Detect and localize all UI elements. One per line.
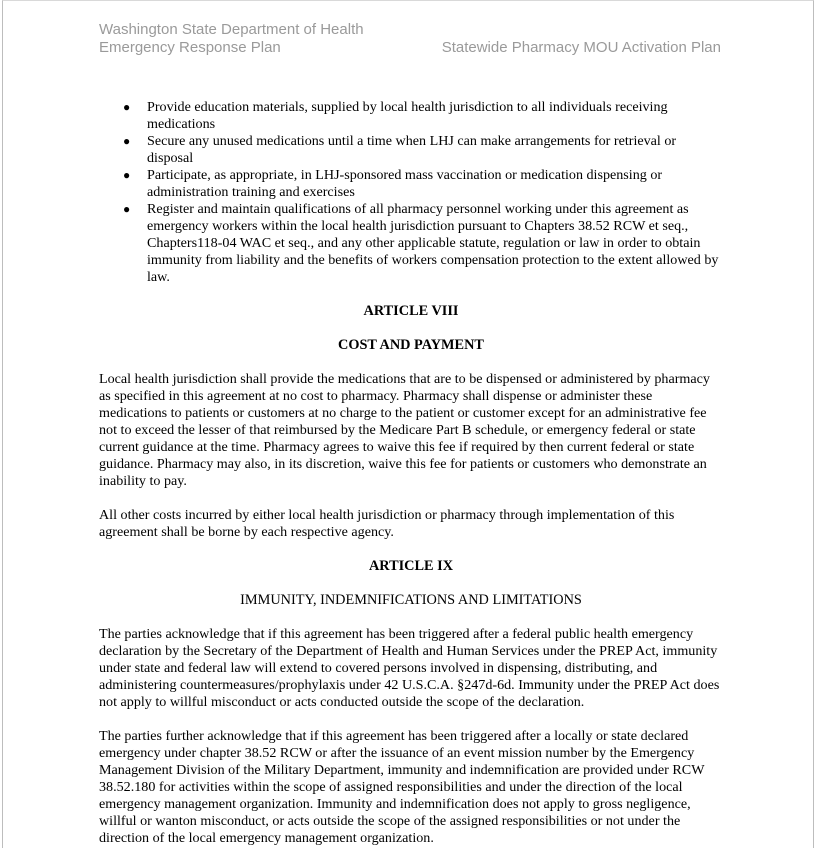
list-item — [99, 99, 723, 133]
bullet-icon: ● — [123, 134, 131, 148]
article-9-paragraph-2: The parties further acknowledge that if this agreement has been triggered after a locally or state declared emergency under chapter 38.52 RCW or after the issuance of an event mission number by the Emergency Management Division of the Military Department, immunity and indemnification are provided under RCW 38.52.180 for activities within the scope of assigned responsibilities and under the direction of the local emergency management organization. Immunity and indemnification does not apply to gross negligence, willful or wanton misconduct, or acts outside the scope of the assigned responsibilities or not under the direction of the local emergency management organization. — [99, 728, 705, 846]
bullet-icon: ● — [123, 202, 131, 216]
document-body — [99, 99, 723, 847]
article-8-paragraph-2: All other costs incurred by either local health jurisdiction or pharmacy through implementation of this agreement shall be borne by each respective agency. — [99, 507, 675, 540]
header-org-line2: Emergency Response Plan — [99, 39, 281, 56]
header-plan-title: Statewide Pharmacy MOU Activation Plan — [441, 39, 721, 56]
bullet-list — [99, 99, 723, 286]
list-item-text: Participate, as appropriate, in LHJ-sponsored mass vaccination or medication dispensing or administration training and exercises — [147, 167, 663, 200]
list-item-text: Register and maintain qualifications of all pharmacy personnel working under this agreement as emergency workers within the local health jurisdiction pursuant to Chapters 38.52 RCW et seq., Chapters118-04 WAC et seq., and any other applicable statute, regulation or law in order to obtain immunity from liability and the benefits of workers compensation protection to the extent allowed by law. — [147, 201, 719, 285]
list-item — [99, 167, 723, 201]
list-item-text: Provide education materials, supplied by local health jurisdiction to all individuals receiving medications — [147, 99, 668, 132]
header-org — [99, 21, 364, 57]
bullet-icon: ● — [123, 100, 131, 114]
article-8-title: COST AND PAYMENT — [338, 337, 484, 353]
list-item-text: Secure any unused medications until a time when LHJ can make arrangements for retrieval or disposal — [147, 133, 677, 166]
header-org-line1: Washington State Department of Health — [99, 21, 364, 38]
list-item — [99, 133, 723, 167]
article-9-paragraph-1: The parties acknowledge that if this agreement has been triggered after a federal public health emergency declaration by the Secretary of the Department of Health and Human Services under the PREP Act, immunity under state and federal law will extend to covered persons involved in dispensing, distributing, and administering countermeasures/prophylaxis under 42 U.S.C.A. §247d-6d. Immunity under the PREP Act does not apply to willful misconduct or acts conducted outside the scope of the declaration. — [99, 626, 720, 710]
list-item — [99, 201, 723, 286]
article-8-paragraph-1: Local health jurisdiction shall provide the medications that are to be dispensed or administered by pharmacy as specified in this agreement at no cost to pharmacy. Pharmacy shall dispense or administer these medications to patients or customers at no charge to the patient or customer except for an administrative fee not to exceed the lesser of that reimbursed by the Medicare Part B schedule, or emergency federal or state current guidance at the time. Pharmacy agrees to waive this fee if required by then current federal or state guidance. Pharmacy may also, in its discretion, waive this fee for patients or customers who demonstrate an inability to pay. — [99, 371, 710, 489]
article-9-title: IMMUNITY, INDEMNIFICATIONS AND LIMITATIONS — [240, 592, 582, 608]
bullet-icon: ● — [123, 168, 131, 182]
document-page — [2, 0, 814, 848]
article-9-number: ARTICLE IX — [368, 558, 454, 574]
article-8-number: ARTICLE VIII — [363, 303, 459, 319]
